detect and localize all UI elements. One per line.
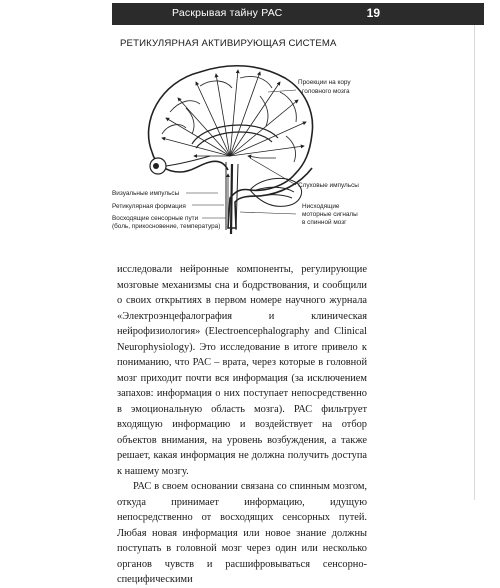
label-cortex-projections-line2: головного мозга bbox=[302, 88, 350, 95]
label-cortex-projections-line1: Проекции на кору bbox=[298, 79, 351, 86]
label-visual: Визуальные импульсы bbox=[112, 190, 180, 197]
page-edge bbox=[474, 25, 475, 500]
page-header bbox=[112, 3, 484, 25]
running-title: Раскрывая тайну РАС bbox=[172, 7, 283, 19]
label-ascending-line2: (боль, прикосновение, температура) bbox=[112, 223, 221, 230]
paragraph-1: исследовали нейронные компоненты, регулирующие мозговые механизмы сна и бодрствования, и сообщили о своих открытиях в первом номере научного журнала «Электроэнцефалография и клиническая нейрофизиология» (Electroencephalography and Clinical Neurophysiology). Это исследование в итоге привело к пониманию, что РАС – врата, через которые в головной мозг приходит почти вся информация (за исключением запахов: информация о них поступает непосредственно в эмоциональную область мозга). РАС фильтрует входящую информацию и воздействует на отбор объектов внимания, на уровень возбуждения, а также решает, какая информация не должна получить доступа к нашему мозгу. bbox=[117, 264, 367, 477]
ear-signal bbox=[248, 156, 276, 158]
paragraph-2: РАС в своем основании связана со спинным мозгом, откуда принимает информацию, идущую непосредственно от восходящих сенсорных путей. Любая новая информация или новое знание должны поступать в головной мозг через один или несколько органов чувств и расшифровываться сенсорно-специфическими bbox=[117, 481, 367, 585]
label-auditory: Слуховые импульсы bbox=[298, 182, 359, 189]
ras-diagram bbox=[100, 52, 400, 252]
label-reticular-formation: Ретикулярная формация bbox=[112, 203, 186, 210]
label-descending-line3: в спинной мозг bbox=[302, 219, 347, 226]
label-ascending-line1: Восходящие сенсорные пути bbox=[112, 215, 199, 222]
label-descending-line2: моторные сигналы bbox=[302, 211, 358, 218]
label-descending-line1: Нисходящие bbox=[302, 203, 340, 210]
body-text bbox=[117, 262, 367, 588]
page-number: 19 bbox=[366, 6, 380, 20]
figure-title: РЕТИКУЛЯРНАЯ АКТИВИРУЮЩАЯ СИСТЕМА bbox=[120, 38, 337, 49]
